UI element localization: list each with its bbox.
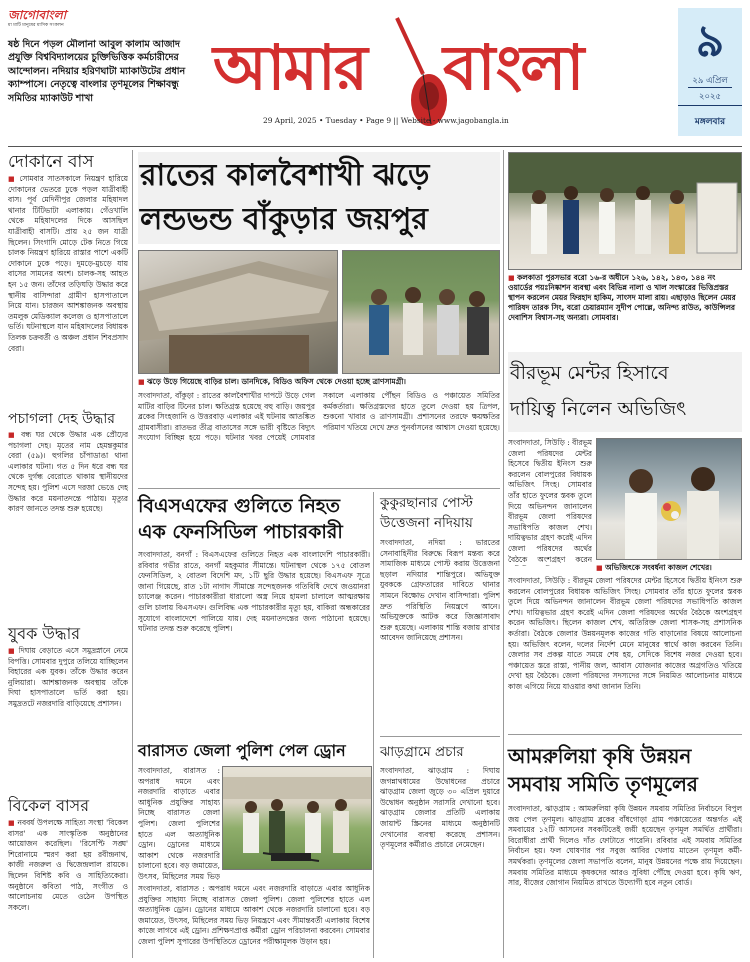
divider-lead-bottom xyxy=(138,488,500,489)
dateline: 29 April, 2025 • Tuesday • Page 9 || Website - www.jagobangla.in xyxy=(263,116,509,125)
birbhum-caption: ■ অভিজিৎকে সংবর্ধনা কাজল শেখের। xyxy=(596,563,712,572)
logo-text: জাগোবাংলা xyxy=(8,8,67,22)
date-bn: ২৯ এপ্রিল xyxy=(692,76,728,86)
jhargram-headline: ঝাড়গ্রামে প্রচার xyxy=(380,744,464,760)
divider-kukur-jhargram xyxy=(380,736,500,737)
logo-tagline: মা মাটি মানুষের মাসিক সংকলন xyxy=(8,23,64,28)
storm-damage-photo xyxy=(138,250,338,374)
birbhum-body-top: সংবাদদাতা, সিউড়ি : বীরভূম জেলা পরিষদের মেন্টর হিসেবে দ্বিতীয় ইনিংস শুরু করলেন বোলপুরের বিধায়ক অভিজিৎ সিংহ। সোমবার তাঁর হাতে ফুলের স্তবক তুলে দিয়ে অভিনন্দন জানালেন বীরভূম জেলা পরিষদের সভাধিপতি কাজল শেখ। দায়িত্বভার গ্রহণ করেই এদিন জেলা পরিষদের অর্থের বৈঠকে অংশগ্রহণ করেন xyxy=(508,438,592,564)
kukur-headline-1: কুকুরছানার পোস্ট xyxy=(380,495,473,511)
year-divider xyxy=(678,105,742,106)
article-pochagola: ■ বন্ধ ঘর থেকে উদ্ধার এক প্রৌঢ়ের পচাগলা দেহ। মৃতের নাম হেমন্তকুমার বেরা (৫৯)। হুগলির চাঁপাডাঙা থানা এলাকার ঘটনা। গত ৫ দিন ধরে বন্ধ ঘর থেকে দুর্গন্ধ বেরোতে থাকায় স্থানীয়দের সন্দেহ হয়। পুলিশ এসে দরজা ভেঙে দেহ উদ্ধার করে ময়নাতদন্তে পাঠায়। মৃত্যুর কারণ জানতে তদন্ত শুরু হয়েছে। xyxy=(8,430,128,514)
kmc-ceremony-photo xyxy=(508,152,742,270)
lead-headline-1: রাতের কালবৈশাখী ঝড়ে xyxy=(140,158,430,193)
divider-bsf-kukur xyxy=(373,492,374,958)
amarlia-headline-1: আমরুলিয়া কৃষি উন্নয়ন xyxy=(508,744,692,768)
weekday-bn: মঙ্গলবার xyxy=(694,117,726,127)
text-jubok: দিঘায় বেড়াতে এসে সমুদ্রস্নানে নেমে বিপত্তি। সোমবার দুপুরে তলিয়ে যাচ্ছিলেন বিহারের এক যুবক। তাঁকে উদ্ধার করেন নুলিয়ারা। আশঙ্কাজনক অবস্থায় তাঁকে দিঘা হাসপাতালে ভর্তি করা হয়। সমুদ্রতটে নজরদারি বাড়িয়েছে প্রশাসন। xyxy=(8,646,128,708)
birbhum-caption-text: অভিজিৎকে সংবর্ধনা কাজল শেখের। xyxy=(605,563,712,572)
bsf-headline-2: এক ফেনসিডিল পাচারকারী xyxy=(138,521,343,543)
drone-body-cont: সংবাদদাতা, বারাসত : অপরাধ দমনে এবং নজরদারি বাড়াতে এবার আধুনিক প্রযুক্তির সাহায্য নিচ্ছে বারাসত জেলা পুলিশ। জেলা পুলিশের হাতে এল অত্যাধুনিক ড্রোন। ড্রোনের মাধ্যমে আকাশ থেকে নজরদারি চালানো হবে। বড় জমায়েত, উৎসব, মিছিলের সময় ভিড় নিয়ন্ত্রণে এবং সীমান্তবর্তী এলাকায় বিশেষ কাজে লাগবে এই ড্রোন। প্রশিক্ষণপ্রাপ্ত কর্মীরা ড্রোন পরিচালনা করবেন। সোমবার জেলা পুলিশ সুপারের উপস্থিতিতে ড্রোনের পরীক্ষামূলক উড়ান হয়। xyxy=(138,884,370,946)
birbhum-headline-2: দায়িত্ব নিলেন অভিজিৎ xyxy=(510,398,687,420)
text-pochagola: বন্ধ ঘর থেকে উদ্ধার এক প্রৌঢ়ের পচাগলা দেহ। মৃতের নাম হেমন্তকুমার বেরা (৫৯)। হুগলির চাঁপাডাঙা থানা এলাকার ঘটনা। গত ৫ দিন ধরে বন্ধ ঘর থেকে দুর্গন্ধ বেরোতে থাকায় স্থানীয়দের সন্দেহ হয়। পুলিশ এসে দরজা ভেঙে দেহ উদ্ধার করে ময়নাতদন্তে পাঠায়। মৃত্যুর কারণ জানতে তদন্ত শুরু হয়েছে। xyxy=(8,430,128,514)
drone-body-left: সংবাদদাতা, বারাসত : অপরাধ দমনে এবং নজরদারি বাড়াতে এবার আধুনিক প্রযুক্তির সাহায্য নিচ্ছে বারাসত জেলা পুলিশ। জেলা পুলিশের হাতে এল অত্যাধুনিক ড্রোন। ড্রোনের মাধ্যমে আকাশ থেকে নজরদারি চালানো হবে। বড় জমায়েত, উৎসব, মিছিলের সময় ভিড় xyxy=(138,766,220,881)
teaser-box xyxy=(8,8,196,144)
article-dokane-bas: ■ সোমবার সাতসকালে নিয়ন্ত্রণ হারিয়ে দোকানের ভেতরে ঢুকে পড়ল যাত্রীবাহী বাস। পূর্ব মেদিনীপুর জেলার মহিষাদল থানার টিটিভাটা এলাকায়। গেঁওখালি থেকে মহিষাদলের দিকে আসছিল যাত্রীবাহী বাসটি। প্রায় ২৫ জন যাত্রী ছিলেন। সিংগাদি মোড়ে টেক নিতে গিয়ে চালক নিয়ন্ত্রণ হারিয়ে রাস্তার পাশে একটি দোকানে ঢুকে পড়ে। দুমড়ে-মুচড়ে যায় বাসের সামনের অংশ। চালক-সহ আহত হন ১৫ জন। তাঁদের তড়িঘড়ি উদ্ধার করে স্থানীয় বাসিন্দারা গ্রামীণ হাসপাতালে নিয়ে যান। চারজন আশঙ্কাজনক অবস্থায় তমলুক মেডিক্যাল কলেজ ও হাসপাতালে ভর্তি। ঘটনাস্থলে যান মহিষাদলের বিধায়ক তিলক চক্রবর্তী ও অঞ্চল প্রধান শিবপ্রসাদ বেরা। xyxy=(8,174,128,353)
divider-birbhum-amarlia xyxy=(508,734,742,735)
birbhum-headline-box xyxy=(508,352,742,432)
lead-headline-box xyxy=(138,152,500,244)
jagobangla-logo xyxy=(8,8,82,34)
year-bn: ২০২৫ xyxy=(698,92,722,102)
page-number: ৯ xyxy=(695,16,725,67)
masthead-rule xyxy=(8,146,742,147)
date-divider xyxy=(688,87,732,88)
article-bikel-basor: ■ নববর্ষ উপলক্ষে সাহিত্য সংস্থা 'বিকেল বাসর' এক সাংস্কৃতিক অনুষ্ঠানের আয়োজন করেছিল। 'রিসেপ্টি সঙ্ঘ' শিরোনামে স্মরণ করা হয় রবীন্দ্রনাথ, কাজী নজরুল ও দ্বিজেন্দ্রলাল রায়কে। ছিলেন বিশিষ্ট কবি ও সাহিত্যিকেরা। অনুষ্ঠানে কবিতা পাঠ, সংগীত ও আলোচনায় মেতে ওঠেন উপস্থিত সকলে। xyxy=(8,818,128,912)
lead-headline-2: লন্ডভন্ড বাঁকুড়ার জয়পুর xyxy=(140,202,428,237)
left-column xyxy=(8,150,128,958)
drone-photo xyxy=(222,766,372,870)
heading-jubok: যুবক উদ্ধার xyxy=(8,624,81,643)
kukur-body: সংবাদদাতা, নদিয়া : ভারতের সেনাবাহিনীর বিরুদ্ধে বিরূপ মন্তব্য করে সামাজিক মাধ্যমে পোস্ট করায় উত্তেজনা ছড়াল নদিয়ার শান্তিপুরে। অভিযুক্ত যুবককে গ্রেফতারের দাবিতে থানার সামনে বিক্ষোভ দেখান বাসিন্দারা। পুলিশ দ্রুত পরিস্থিতি নিয়ন্ত্রণে আনে। অভিযুক্তকে আটক করে জিজ্ঞাসাবাদ শুরু হয়েছে। এলাকায় শান্তি বজায় রাখার আবেদন জানিয়েছে প্রশাসন। xyxy=(380,538,500,643)
amarlia-body: সংবাদদাতা, ঝাড়গ্রাম : আমরুলিয়া কৃষি উন্নয়ন সমবায় সমিতির নির্বাচনে বিপুল জয় পেল তৃণমূল। ঝাড়গ্রাম ব্লকের বাঁধগোড়া গ্রাম পঞ্চায়েতের অন্তর্গত এই সমবায়ের ১২টি আসনের সবকটিতেই জয়ী হয়েছেন তৃণমূল সমর্থিত প্রার্থীরা। বিরোধীরা প্রার্থী দিলেও দাঁত ফোটাতে পারেনি। রবিবার এই সমবায় সমিতির নির্বাচন হয়। ফল ঘোষণার পর সবুজ আবির খেলায় মাতেন তৃণমূল কর্মী-সমর্থকরা। তৃণমূলের জেলা সভাপতি বলেন, মানুষ উন্নয়নের পক্ষে রায় দিয়েছেন। সমবায় সমিতির মাধ্যমে কৃষকদের আরও সুবিধা পৌঁছে দেওয়া হবে। কৃষি ঋণ, সার, বীজের জোগান নিয়মিত রাখতে উদ্যোগী হবে নতুন বোর্ড। xyxy=(508,804,742,888)
birbhum-body-cont: সংবাদদাতা, সিউড়ি : বীরভূম জেলা পরিষদের মেন্টর হিসেবে দ্বিতীয় ইনিংস শুরু করলেন বোলপুরের বিধায়ক অভিজিৎ সিংহ। সোমবার তাঁর হাতে ফুলের স্তবক তুলে দিয়ে অভিনন্দন জানালেন বীরভূম জেলা পরিষদের সভাধিপতি কাজল শেখ। দায়িত্বভার গ্রহণ করেই এদিন জেলা পরিষদের অর্থের বৈঠকে অংশগ্রহণ করেন অভিজিৎ। ছিলেন কাজল শেখ, অতিরিক্ত জেলা শাসক-সহ প্রশাসনিক কর্তারা। বৈঠকে জেলার উন্নয়নমূলক কাজের গতি বাড়ানোর বিষয়ে আলোচনা হয়। অভিজিৎ বলেন, দলের নির্দেশ মেনে মানুষের স্বার্থে কাজ করবেন তিনি। জেলার সব প্রকল্প যাতে সময়ে শেষ হয়, সেদিকে বিশেষ নজর দেওয়া হবে। পঞ্চায়েত স্তরে রাস্তা, পানীয় জল, আবাস যোজনার কাজের অগ্রগতিও খতিয়ে দেখা হয় বৈঠকে। জেলা পরিষদের সদস্যদের সঙ্গে নিয়মিত আলোচনার মাধ্যমে কাজ এগিয়ে নিয়ে যাওয়ার কথা জানান তিনি। xyxy=(508,576,742,691)
lead-caption: ■ ঝড়ে উড়ে গিয়েছে বাড়ির চাল। ডানদিকে, বিডিও অফিস থেকে দেওয়া হচ্ছে ত্রাণসামগ্রী। xyxy=(138,377,406,386)
drone-body-full xyxy=(138,884,370,958)
lead-caption-text: ঝড়ে উড়ে গিয়েছে বাড়ির চাল। ডানদিকে, বিডিও অফিস থেকে দেওয়া হচ্ছে ত্রাণসামগ্রী। xyxy=(147,377,406,386)
divider-left xyxy=(132,150,133,958)
text-bikel-basor: নববর্ষ উপলক্ষে সাহিত্য সংস্থা 'বিকেল বাসর' এক সাংস্কৃতিক অনুষ্ঠানের আয়োজন করেছিল। 'রিসেপ্টি সঙ্ঘ' শিরোনামে স্মরণ করা হয় রবীন্দ্রনাথ, কাজী নজরুল ও দ্বিজেন্দ্রলাল রায়কে। ছিলেন বিশিষ্ট কবি ও সাহিত্যিকেরা। অনুষ্ঠানে কবিতা পাঠ, সংগীত ও আলোচনায় মেতে ওঠেন উপস্থিত সকলে। xyxy=(8,818,128,912)
masthead-title xyxy=(205,10,635,130)
bsf-body: সংবাদদাতা, বনগাঁ : বিএসএফের গুলিতে নিহত এক বাংলাদেশি পাচারকারী। রবিবার গভীর রাতে, বনগাঁ মহকুমার সীমান্তে। ঘটনাস্থল থেকে ১৭৫ বোতল ফেনসিডিল, ২ বোতল বিদেশি মদ, ১টি ছুরি উদ্ধার হয়েছে। বিএসএফ সূত্রে জানা গিয়েছে, রাত ১টা নাগাদ সীমান্তে সন্দেহজনক গতিবিধি দেখে জওয়ানরা চ্যালেঞ্জ করেন। পাচারকারীরা ধারালো অস্ত্র নিয়ে হামলা চালালে আত্মরক্ষায় গুলি চালায় বিএসএফ। গুলিবিদ্ধ এক পাচারকারীর মৃত্যু হয়, বাকিরা অন্ধকারের সুযোগে বাংলাদেশে পালিয়ে যায়। দেহ ময়নাতদন্তের জন্য পাঠানো হয়েছে। ঘটনার তদন্ত শুরু করেছে পুলিশ। xyxy=(138,550,370,634)
heading-dokane-bas: দোকানে বাস xyxy=(8,152,94,172)
date-box xyxy=(678,8,742,136)
relief-distribution-photo xyxy=(342,250,500,374)
abhijit-felicitation-photo xyxy=(596,438,742,560)
title-left: আমার xyxy=(213,31,366,104)
title-right: বাংলা xyxy=(443,31,583,104)
drone-headline: বারাসত জেলা পুলিশ পেল ড্রোন xyxy=(138,741,346,760)
heading-pochagola: পচাগলা দেহ উদ্ধার xyxy=(8,411,116,427)
heading-bikel-basor: বিকেল বাসর xyxy=(8,796,90,815)
lead-body: সংবাদদাতা, বাঁকুড়া : রাতের কালবৈশাখীর দাপটে উড়ে গেল মাটির বাড়ির টিনের চাল। ক্ষতিগ্রস্ত হয়েছে বহু বাড়ি। জয়পুর ব্লকের সিংহজানি ও উত্তরবাড় এলাকার এই ঘটনায় আতঙ্কিত গ্রামবাসীরা। রাতভর তীব্র বাতাসের সঙ্গে ভারী বৃষ্টিতে বিদ্যুৎ সংযোগ বিচ্ছিন্ন হয়ে পড়ে। ঘটনার খবর পেয়েই সোমবার সকালে এলাকায় পৌঁছন বিডিও ও পঞ্চায়েত সমিতির কর্মকর্তারা। ক্ষতিগ্রস্তদের হাতে তুলে দেওয়া হয় ত্রিপল, শুকনো খাবার ও ত্রাণসামগ্রী। প্রশাসনের তরফে ক্ষয়ক্ষতির পরিমাণ খতিয়ে দেখে দ্রুত পুনর্বাসনের আশ্বাস দেওয়া হয়েছে। xyxy=(138,391,500,443)
kukur-headline-2: উত্তেজনা নদিয়ায় xyxy=(380,515,473,531)
teaser-text: ষষ্ঠ দিনে পড়ল মৌলানা আবুল কালাম আজাদ প্রযুক্তি বিশ্ববিদ্যালয়ের চুক্তিভিত্তিক কর্মচারীদের আন্দোলন। নদিয়ার হরিণঘাটা ম্যাকাউটের প্রধান ক্যাম্পাসে। নেতৃত্বে বাংলার তৃণমূলের শিক্ষাবন্ধু সমিতির ম্যাকাউট শাখা xyxy=(8,39,186,104)
birbhum-headline-1: বীরভূম মেন্টর হিসাবে xyxy=(510,362,669,384)
text-dokane-bas: সোমবার সাতসকালে নিয়ন্ত্রণ হারিয়ে দোকানের ভেতরে ঢুকে পড়ল যাত্রীবাহী বাস। পূর্ব মেদিনীপুর জেলার মহিষাদল থানার টিটিভাটা এলাকায়। গেঁওখালি থেকে মহিষাদলের দিকে আসছিল যাত্রীবাহী বাসটি। প্রায় ২৫ জন যাত্রী ছিলেন। সিংগাদি মোড়ে টেক নিতে গিয়ে চালক নিয়ন্ত্রণ হারিয়ে রাস্তার পাশে একটি দোকানে ঢুকে পড়ে। দুমড়ে-মুচড়ে যায় বাসের সামনের অংশ। চালক-সহ আহত হন ১৫ জন। তাঁদের তড়িঘড়ি উদ্ধার করে স্থানীয় বাসিন্দারা গ্রামীণ হাসপাতালে নিয়ে যান। চারজন আশঙ্কাজনক অবস্থায় তমলুক মেডিক্যাল কলেজ ও হাসপাতালে ভর্তি। ঘটনাস্থলে যান মহিষাদলের বিধায়ক তিলক চক্রবর্তী ও অঞ্চল প্রধান শিবপ্রসাদ বেরা। xyxy=(8,174,128,353)
divider-center-right xyxy=(503,150,504,958)
kmc-caption: ■ কলকাতা পুরসভার বরো ১৬-র অধীনে ১২৬, ১৪২, ১৪৩, ১৪৪ নং ওয়ার্ডের পয়ঃনিষ্কাশন ব্যবস্থা এবং বিভিন্ন নালা ও খাল সংস্কারের ভিত্তিপ্রস্তর স্থাপন করলেন মেয়র ফিরহাদ হাকিম, সাংসদ মালা রায়। এছাড়াও ছিলেন মেয়র পারিষদ তারক সিং, বরো চেয়ারম্যান সুদীপ পোল্লে, অনিন্দ্য রাউত, কাউন্সিলর দেবাশিস বিশ্বাস-সহ অন্যরা। সোমবার। xyxy=(508,273,736,322)
bsf-headline-1: বিএসএফের গুলিতে নিহত xyxy=(138,495,341,517)
jhargram-body: সংবাদদাতা, ঝাড়গ্রাম : দিঘায় জগন্নাথধামের উদ্বোধনের প্রচারে ঝাড়গ্রাম জেলা জুড়ে ৩০ এপ্রিল দুয়ারে উদ্বোধন অনুষ্ঠান সরাসরি দেখানো হবে। ঝাড়গ্রাম জেলার প্রতিটি এলাকায় জায়ান্ট স্ক্রিনের মাধ্যমে অনুষ্ঠানটি দেখানোর ব্যবস্থা করেছে প্রশাসন। তৃণমূলের কর্মীরাও প্রচারে নেমেছেন। xyxy=(380,766,500,850)
amarlia-headline-2: সমবায় সমিতি তৃণমূলের xyxy=(508,772,698,796)
birbhum-body-bottom xyxy=(508,576,742,730)
article-jubok: ■ দিঘায় বেড়াতে এসে সমুদ্রস্নানে নেমে বিপত্তি। সোমবার দুপুরে তলিয়ে যাচ্ছিলেন বিহারের এক যুবক। তাঁকে উদ্ধার করেন নুলিয়ারা। আশঙ্কাজনক অবস্থায় তাঁকে দিঘা হাসপাতালে ভর্তি করা হয়। সমুদ্রতটে নজরদারি বাড়িয়েছে প্রশাসন। xyxy=(8,646,128,708)
kmc-caption-text: কলকাতা পুরসভার বরো ১৬-র অধীনে ১২৬, ১৪২, ১৪৩, ১৪৪ নং ওয়ার্ডের পয়ঃনিষ্কাশন ব্যবস্থা এবং বিভিন্ন নালা ও খাল সংস্কারের ভিত্তিপ্রস্তর স্থাপন করলেন মেয়র ফিরহাদ হাকিম, সাংসদ মালা রায়। এছাড়াও ছিলেন মেয়র পারিষদ তারক সিং, বরো চেয়ারম্যান সুদীপ পোল্লে, অনিন্দ্য রাউত, কাউন্সিলর দেবাশিস বিশ্বাস-সহ অন্যরা। সোমবার। xyxy=(508,273,736,322)
